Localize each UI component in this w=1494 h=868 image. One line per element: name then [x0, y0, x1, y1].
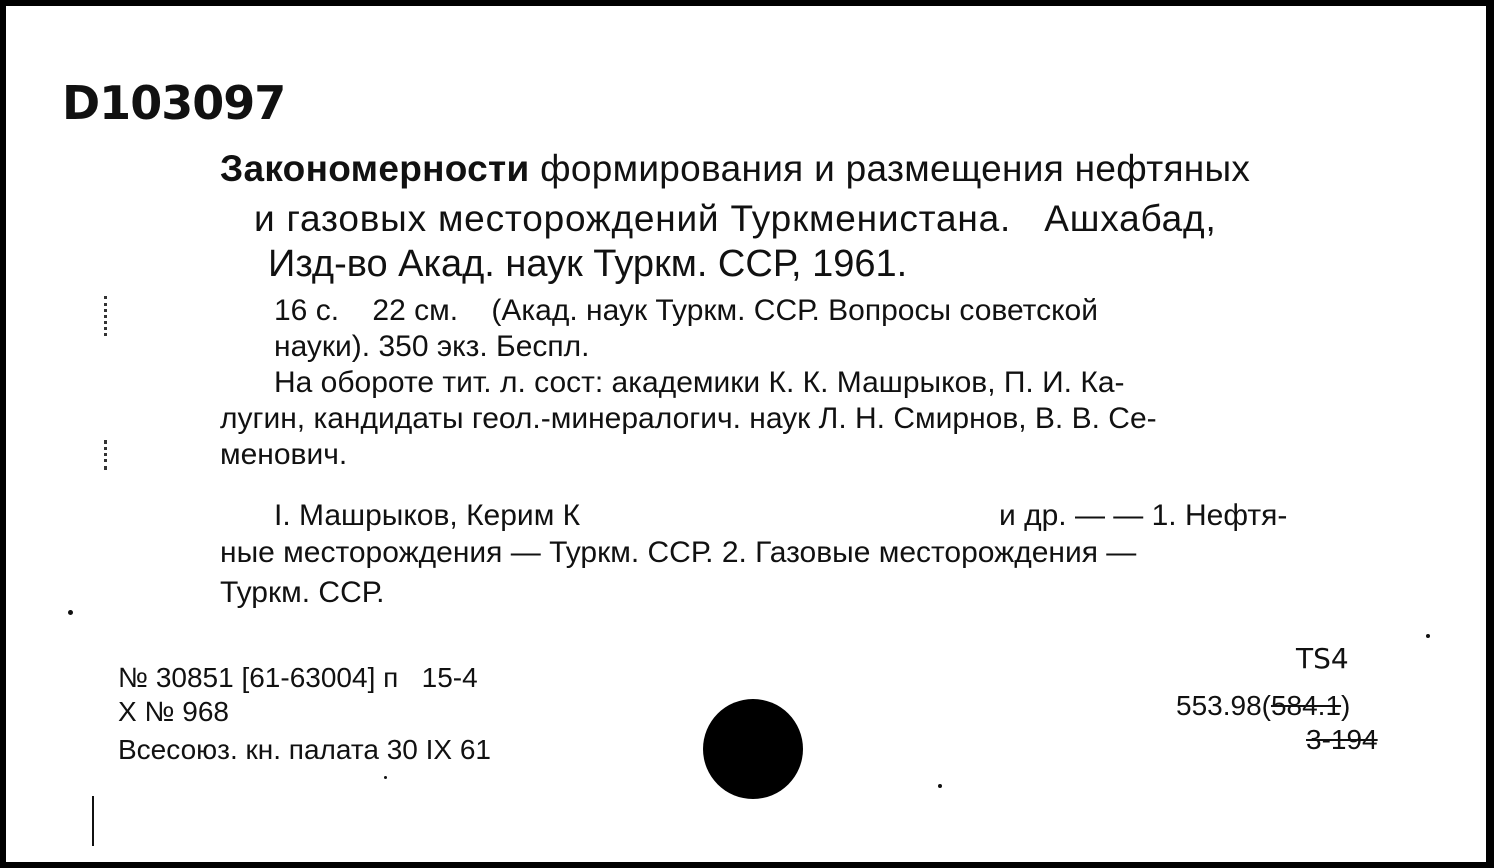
speck	[938, 784, 942, 788]
title-line-2: и газовых месторождений Туркменистана. Ашхабад,	[254, 198, 1217, 239]
speck	[1426, 634, 1430, 638]
margin-mark	[92, 796, 94, 846]
note-line-1: На обороте тит. л. сост: академики К. К. Машрыков, П. И. Ка-	[274, 366, 1125, 399]
class-number: 553.98(	[1176, 690, 1271, 721]
footer-registration: № 30851 [61-63004] п 15-4	[118, 662, 478, 693]
footer-order: X № 968	[118, 696, 229, 727]
class-struck-1: 584.1	[1270, 690, 1342, 721]
classification-number	[1176, 690, 1350, 722]
catalog-card	[6, 6, 1486, 862]
tracing-line-2: ные месторождения — Туркм. ССР. 2. Газовые месторождения —	[220, 536, 1137, 569]
title-line-3: Изд-во Акад. наук Туркм. ССР, 1961.	[268, 243, 908, 285]
collation-line: 16 с. 22 см. (Акад. наук Туркм. ССР. Вопросы советской	[274, 294, 1098, 327]
speck	[104, 440, 110, 470]
title-rest: формирования и размещения нефтяных	[529, 148, 1251, 189]
speck	[384, 776, 387, 779]
class-close: )	[1341, 690, 1351, 721]
handwritten-class: TS4	[1296, 642, 1349, 675]
tracing-line-1-right: и др. — — 1. Нефтя-	[999, 499, 1288, 532]
card-punch-hole	[703, 699, 803, 799]
inventory-number: D103097	[62, 76, 286, 130]
note-line-3: менович.	[220, 438, 348, 471]
speck	[68, 610, 73, 615]
title-line-1	[220, 148, 1250, 190]
speck	[104, 296, 110, 336]
edition-line: науки). 350 экз. Беспл.	[274, 330, 590, 363]
note-line-2: лугин, кандидаты геол.-минералогич. наук Л. Н. Смирнов, В. В. Се-	[220, 402, 1157, 435]
footer-chamber: Всесоюз. кн. палата 30 IX 61	[118, 734, 491, 765]
tracing-line-3: Туркм. ССР.	[220, 576, 385, 609]
class-struck-2: 3-194	[1306, 724, 1378, 755]
tracing-line-1-left: I. Машрыков, Керим К	[274, 499, 581, 532]
title-bold-word: Закономерности	[220, 148, 530, 189]
